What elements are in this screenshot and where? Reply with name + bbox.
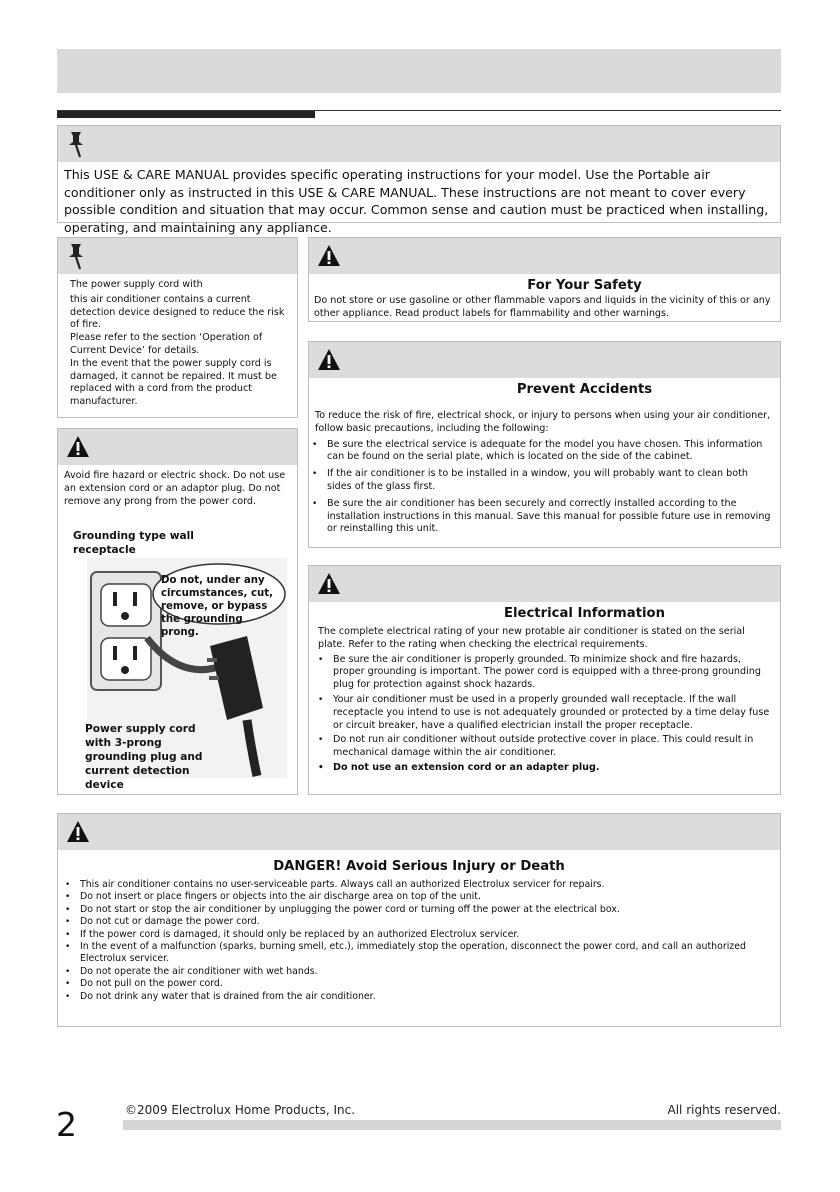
- list-item: • Do not pull on the power cord.: [62, 978, 774, 990]
- list-item: • This air conditioner contains no user-serviceable parts. Always call an authorized Electrolux servicer for repairs.: [62, 879, 774, 891]
- electrical-intro: The complete electrical rating of your new protable air conditioner is stated on the serial plate. Refer to the rating when checking the electrical requirements.: [318, 626, 745, 650]
- footer-rights: All rights reserved.: [667, 1103, 781, 1117]
- accidents-box-header: [309, 342, 780, 378]
- grounding-text: Avoid fire hazard or electric shock. Do not use an extension cord or an adaptor plug. Do not remove any prong from the power cord.: [64, 470, 286, 507]
- note-box-header: [58, 238, 297, 274]
- accidents-title: Prevent Accidents: [516, 382, 653, 397]
- header-rule-accent: [57, 111, 315, 118]
- warning-icon: [65, 432, 91, 462]
- list-item: • Do not operate the air conditioner with wet hands.: [62, 966, 774, 978]
- footer-copyright: ©2009 Electrolux Home Products, Inc.: [125, 1103, 356, 1117]
- bubble-text: Do not, under any circumstances, cut, remove, or bypass the grounding prong.: [161, 575, 273, 638]
- pushpin-icon: [65, 241, 91, 271]
- danger-box: [57, 813, 781, 1027]
- list-item: • Your air conditioner must be used in a properly grounded wall receptacle. If the wall receptacle you intend to use is not adequately grounded or protected by a time delay fuse or circuit breaker, have a qualified electrician install the proper receptacle.: [315, 694, 772, 732]
- safety-text: Do not store or use gasoline or other flammable vapors and liquids in the vicinity of this or any other appliance. Read product labels for flammability and other warnings.: [314, 295, 771, 319]
- list-item: • Do not run air conditioner without outside protective cover in place. This could result in mechanical damage within the air conditioner.: [315, 734, 772, 760]
- warning-icon: [316, 569, 342, 599]
- pushpin-icon: [65, 129, 91, 159]
- list-item: • Be sure the air conditioner is properly grounded. To minimize shock and fire hazards, proper grounding is important. The power cord is equipped with a three-prong grounding plug for protection against shock hazards.: [315, 654, 772, 692]
- note-line: Please refer to the section ‘Operation of Current Device’ for details.: [70, 332, 263, 356]
- danger-list: [58, 879, 780, 1003]
- receptacle-caption: Grounding type wall receptacle: [73, 530, 194, 556]
- note-line: In the event that the power supply cord is damaged, it cannot be repaired. It must be replaced with a cord from the product manufacturer.: [70, 357, 277, 408]
- list-item: • Do not drink any water that is drained from the air conditioner.: [62, 991, 774, 1003]
- warning-icon: [65, 817, 91, 847]
- list-item: • Be sure the electrical service is adequate for the model you have chosen. This information can be found on the serial plate, which is located on the side of the cabinet.: [309, 439, 772, 465]
- electrical-box: [308, 565, 781, 795]
- list-item: • If the air conditioner is to be installed in a window, you will probably want to clean both sides of the glass first.: [309, 468, 772, 494]
- list-item: • Do not start or stop the air conditioner by unplugging the power cord or turning off the power at the electrical box.: [62, 904, 774, 916]
- note-text: [58, 274, 297, 409]
- intro-box: [57, 125, 781, 235]
- list-item: • In the event of a malfunction (sparks, burning smell, etc.), immediately stop the operation, disconnect the power cord, and call an authorized Electrolux servicer.: [62, 941, 774, 966]
- list-item: • Do not cut or damage the power cord.: [62, 916, 774, 928]
- intro-box-header: [58, 126, 780, 162]
- danger-box-header: [58, 814, 780, 850]
- cord-caption: Power supply cord with 3-prong grounding plug and current detection device: [85, 723, 203, 791]
- note-box: [57, 237, 298, 418]
- footer-bar: [123, 1120, 781, 1130]
- electrical-title: Electrical Information: [504, 606, 665, 621]
- accidents-list: [309, 439, 780, 537]
- safety-box-header: [309, 238, 780, 274]
- warning-icon: [316, 345, 342, 375]
- electrical-list: [309, 654, 780, 775]
- list-item: • Be sure the air conditioner has been securely and correctly installed according to the installation instructions in this manual. Save this manual for possible future use in removing or reinstalling this unit.: [309, 498, 772, 536]
- page-number: 2: [56, 1105, 77, 1144]
- safety-box: [308, 237, 781, 322]
- safety-title: For Your Safety: [527, 278, 642, 293]
- note-line: The power supply cord with: [70, 279, 203, 290]
- danger-title: DANGER! Avoid Serious Injury or Death: [273, 859, 565, 874]
- accidents-intro: To reduce the risk of fire, electrical shock, or injury to persons when using your air conditioner, follow basic precautions, including the following:: [315, 410, 771, 434]
- warning-icon: [316, 241, 342, 271]
- grounding-box-header: [58, 429, 297, 465]
- header-bar: [57, 49, 781, 93]
- list-item-bold: • Do not use an extension cord or an adapter plug.: [315, 762, 772, 775]
- intro-text: This USE & CARE MANUAL provides specific operating instructions for your model. Use the Portable air conditioner only as instructed in this USE & CARE MANUAL. These instructions are not meant to cover every possible condition and situation that may occur. Common sense and caution must be practiced when installing, operating, and maintaining any appliance.: [64, 167, 769, 235]
- electrical-box-header: [309, 566, 780, 602]
- list-item: • Do not insert or place fingers or objects into the air discharge area on top of the unit.: [62, 891, 774, 903]
- accidents-box: [308, 341, 781, 548]
- note-line: this air conditioner contains a current detection device designed to reduce the risk of fire.: [70, 293, 285, 331]
- list-item: • If the power cord is damaged, it should only be replaced by an authorized Electrolux servicer.: [62, 929, 774, 941]
